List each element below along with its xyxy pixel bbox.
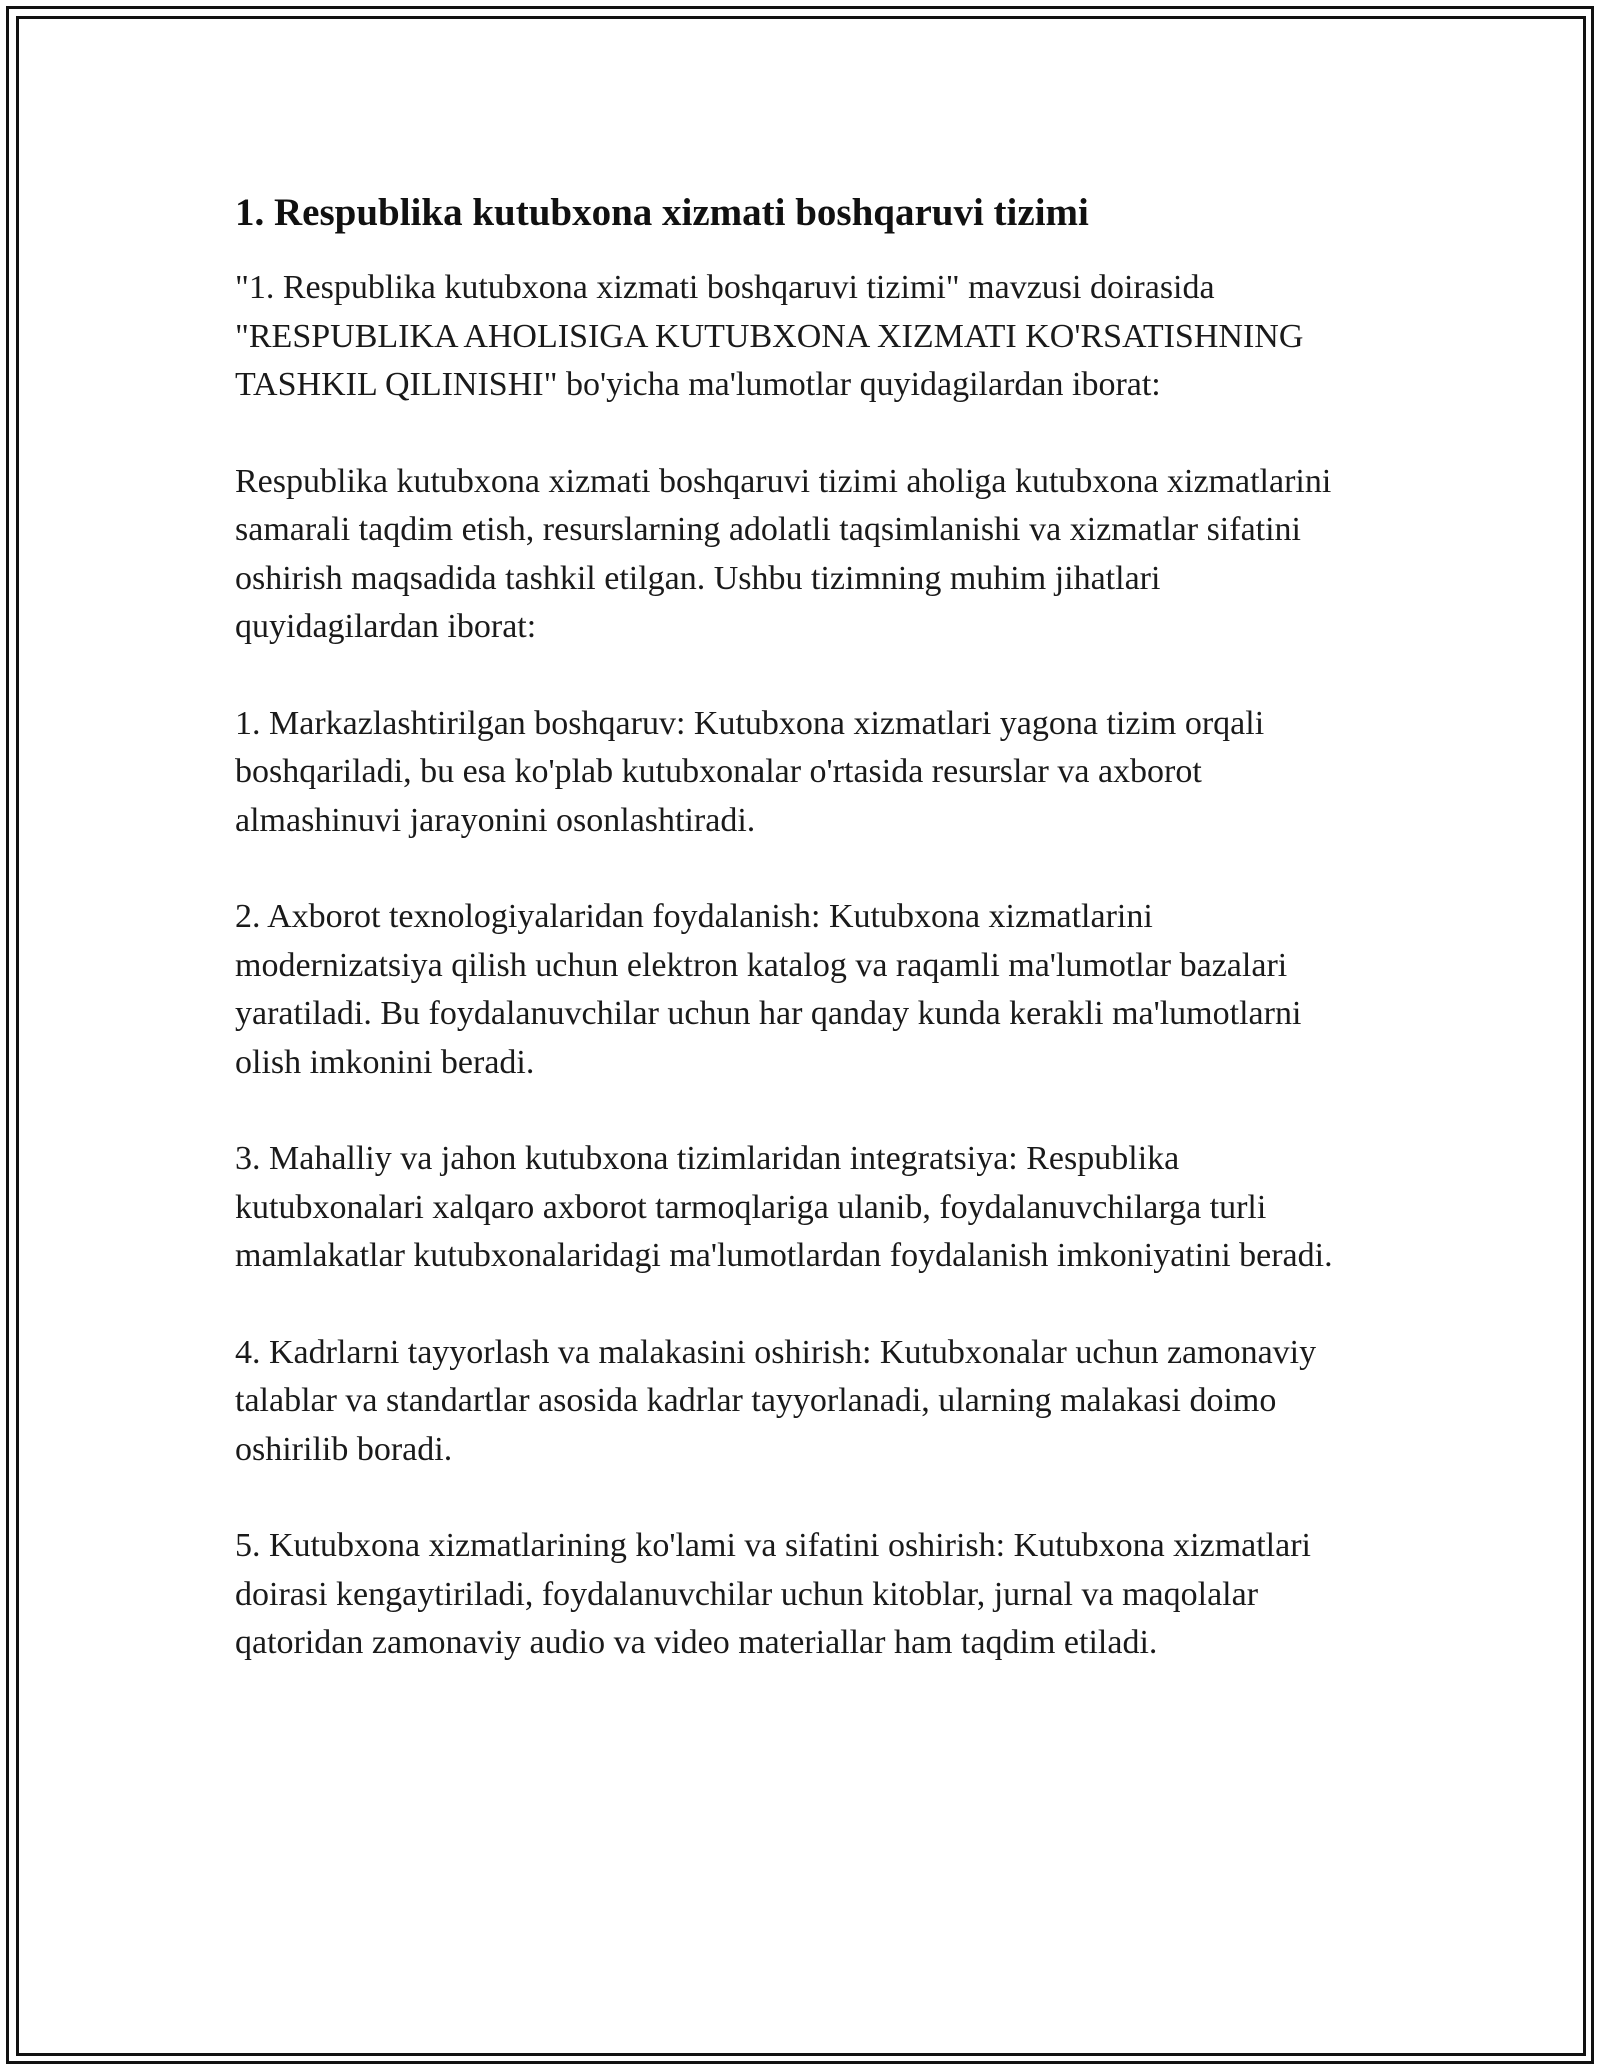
list-item-integration: 3. Mahalliy va jahon kutubxona tizimlaridan integratsiya: Respublika kutubxonalari xalqaro axborot tarmoqlariga ulanib, foydalanuvchilarga turli mamlakatlar kutubxonalaridagi ma'lumotlardan foydalanish imkoniyatini beradi. [235, 1140, 1333, 1274]
intro-paragraph: "1. Respublika kutubxona xizmati boshqaruvi tizimi" mavzusi doirasida "RESPUBLIKA AHOLISIGA KUTUBXONA XIZMATI KO'RSATISHNING TASHKIL QILINISHI" bo'yicha ma'lumotlar quyidagilardan iborat: [235, 269, 1304, 403]
list-item-staff-training: 4. Kadrlarni tayyorlash va malakasini oshirish: Kutubxonalar uchun zamonaviy talablar va standartlar asosida kadrlar tayyorlanadi, ularning malakasi doimo oshirilib boradi. [235, 1333, 1317, 1468]
list-item-centralized-management: 1. Markazlashtirilgan boshqaruv: Kutubxona xizmatlari yagona tizim orqali boshqariladi, bu esa ko'plab kutubxonalar o'rtasida resurslar va axborot almashinuvi jarayonini osonlashtiradi. [235, 704, 1265, 839]
list-item-information-technology: 2. Axborot texnologiyalaridan foydalanish: Kutubxona xizmatlarini modernizatsiya qilish uchun elektron katalog va raqamli ma'lumotlar bazalari yaratiladi. Bu foydalanuvchilar uchun har qanday kunda kerakli ma'lumotlarni olish imkonini beradi. [235, 898, 1302, 1081]
document-body [235, 186, 1355, 1668]
list-item-service-quality: 5. Kutubxona xizmatlarining ko'lami va sifatini oshirish: Kutubxona xizmatlari doirasi kengaytiriladi, foydalanuvchilar uchun kitoblar, jurnal va maqolalar qatoridan zamonaviy audio va video materiallar ham taqdim etiladi. [235, 1527, 1311, 1661]
overview-paragraph: Respublika kutubxona xizmati boshqaruvi tizimi aholiga kutubxona xizmatlarini samarali taqdim etish, resurslarning adolatli taqsimlanishi va xizmatlar sifatini oshirish maqsadida tashkil etilgan. Ushbu tizimning muhim jihatlari quyidagilardan iborat: [235, 462, 1332, 645]
document-title: 1. Respublika kutubxona xizmati boshqaruvi tizimi [235, 191, 1089, 234]
